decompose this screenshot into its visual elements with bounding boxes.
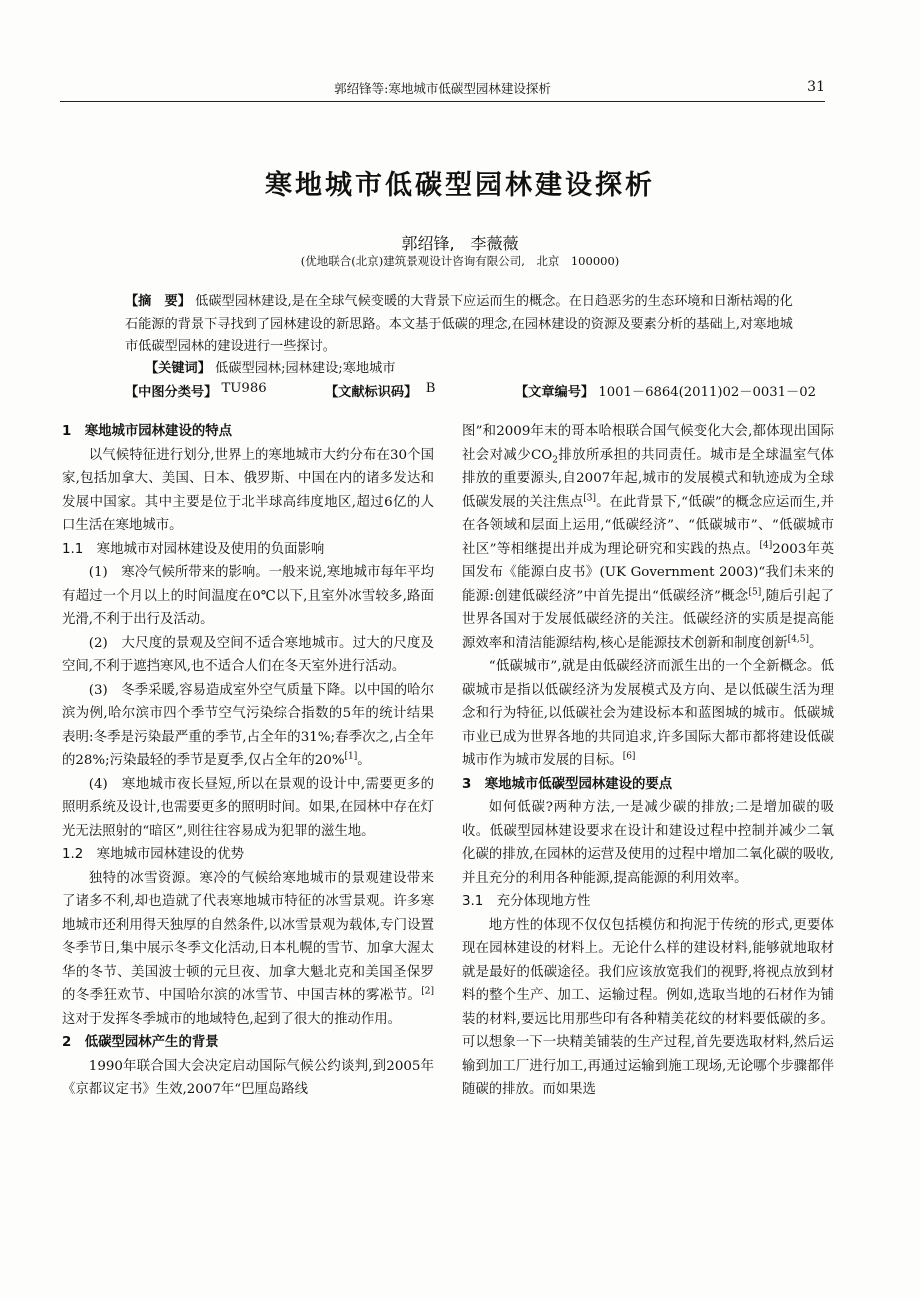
paragraph-text: 。	[357, 753, 371, 768]
paragraph-text: “低碳城市”,就是由低碳经济而派生出的一个全新概念。低碳城市是指以低碳经济为发展模式及方向、是以低碳生活为理念和行为特征,以低碳社会为建设标本和蓝图城的城市。低碳城市业已成为世界各地的共同追求,许多国际大都市都将建设低碳城市作为城市发展的目标。	[462, 659, 834, 768]
paragraph: (2) 大尺度的景观及空间不适合寒地城市。过大的尺度及空间,不利于遮挡寒风,也不适合人们在冬天室外进行活动。	[62, 635, 434, 674]
subscript: 2	[552, 455, 558, 466]
keywords-text: 低碳型园林;园林建设;寒地城市	[215, 361, 396, 376]
right-column	[462, 420, 834, 1102]
citation: [3]	[583, 493, 596, 504]
paragraph: (4) 寒地城市夜长昼短,所以在景观的设计中,需要更多的照明系统及设计,也需要更多的照明时间。如果,在园林中存在灯光无法照射的“暗区”,则往往容易成为犯罪的滋生地。	[62, 776, 434, 839]
paragraph: 1990年联合国大会决定启动国际气候公约谈判,到2005年《京都议定书》生效,2007年“巴厘岛路线	[62, 1058, 434, 1097]
paragraph: 地方性的体现不仅仅包括模仿和拘泥于传统的形式,更要体现在园林建设的材料上。无论什么样的建设材料,能够就地取材就是最好的低碳途径。我们应该放宽我们的视野,将视点放到材料的整个生产、加工、运输过程。例如,选取当地的石材作为铺装的材料,要远比用那些印有各种精美花纹的材料要低碳的多。可以想象一下一块精美铺装的生产过程,首先要选取材料,然后运输到加工厂进行加工,再通过运输到施工现场,无论哪个步骤都伴随碳的排放。而如果选	[462, 917, 834, 1097]
citation: [4]	[759, 540, 773, 551]
affiliation: (优地联合(北京)建筑景观设计咨询有限公司, 北京 100000)	[300, 254, 620, 268]
abstract-text: 低碳型园林建设,是在全球气候变暖的大背景下应运而生的概念。在日趋恶劣的生态环境和日渐枯竭的化石能源的背景下寻找到了园林建设的新思路。本文基于低碳的理念,在园林建设的资源及要素分析的基础上,对寒地城市低碳型园林的建设进行一些探讨。	[125, 294, 793, 354]
subsection-heading-1-2: 1.2 寒地城市园林建设的优势	[62, 847, 244, 862]
running-header	[60, 75, 825, 102]
keywords	[145, 357, 395, 376]
paragraph-text: 2003年英国发布《能源白皮书》(UK Government 2003)“我们未来的能源:创建低碳经济”中首先提出“低碳经济”概念	[462, 541, 834, 604]
doc-id-value: B	[425, 381, 436, 396]
citation: [1]	[344, 751, 358, 762]
citation: [4,5]	[787, 634, 809, 645]
citation: [6]	[622, 751, 636, 762]
citation: [5]	[748, 587, 762, 598]
article-no-value: 1001－6864(2011)02－0031－02	[598, 385, 816, 400]
paragraph	[62, 867, 434, 1032]
paragraph-text: 。在此背景下,“低碳”的概念应运而生,并在各领域和层面上运用,“低碳经济”、“低碳城市”、“低碳城市社区”等相继提出并成为理论研究和实践的热点。	[462, 494, 834, 557]
section-heading-2: 2 低碳型园林产生的背景	[62, 1035, 219, 1050]
clc-value: TU986	[221, 381, 267, 396]
paragraph-text: 这对于发挥冬季城市的地域特色,起到了很大的推动作用。	[62, 1011, 402, 1027]
subsection-heading-1-1: 1.1 寒地城市对园林建设及使用的负面影响	[62, 541, 325, 557]
paragraph	[462, 420, 834, 655]
section-heading-1: 1 寒地城市园林建设的特点	[62, 424, 233, 439]
paragraph	[62, 679, 434, 773]
paragraph-text: 。	[808, 635, 823, 651]
abstract	[125, 291, 793, 359]
running-title: 郭绍锋等:寒地城市低碳型园林建设探析	[334, 81, 551, 96]
paragraph-text: (3) 冬季采暖,容易造成室外空气质量下降。以中国的哈尔滨为例,哈尔滨市四个季节空气污染综合指数的5年的统计结果表明:冬季是污染最严重的季节,占全年的31%;春季次之,占全年的28%;污染最轻的季节是夏季,仅占全年的20%	[62, 682, 434, 768]
paragraph-text: 独特的冰雪资源。寒冷的气候给寒地城市的景观建设带来了诸多不利,却也造就了代表寒地城市特征的冰雪景观。许多寒地城市还利用得天独厚的自然条件,以冰雪景观为载体,专门设置冬季节日,集中展示冬季文化活动,日本札幌的雪节、加拿大渥太华的冬节、美国波士顿的元旦夜、加拿大魁北克和美国圣保罗的冬季狂欢节、中国哈尔滨的冰雪节、中国吉林的雾凇节。	[62, 870, 434, 1003]
authors: 郭绍锋, 李薇薇	[401, 234, 519, 253]
page-number: 31	[807, 79, 825, 95]
paragraph-text: ,随后引起了世界各国对于发展低碳经济的关注。低碳经济的实质是提高能源效率和清洁能源结构,核心是能源技术创新和制度创新	[462, 588, 834, 651]
left-column	[62, 420, 434, 1102]
paper-title: 寒地城市低碳型园林建设探析	[265, 170, 655, 201]
citation: [2]	[421, 986, 434, 997]
article-no-label: 【文章编号】	[515, 385, 595, 400]
paragraph-text: 排放所承担的共同责任。城市是全球温室气体排放的重要源头,自2007年起,城市的发展模式和轨迹成为全球低碳发展的关注焦点	[462, 447, 834, 510]
paragraph-text: 图”和2009年末的哥本哈根联合国气候变化大会,都体现出国际社会对减少CO	[462, 424, 834, 463]
paragraph	[462, 655, 834, 773]
paragraph: (1) 寒冷气候所带来的影响。一般来说,寒地城市每年平均有超过一个月以上的时间温度在0℃以下,且室外冰雪较多,路面光滑,不利于出行及活动。	[62, 565, 434, 627]
abstract-label: 【摘 要】	[125, 294, 191, 309]
paragraph: 如何低碳?两种方法,一是减少碳的排放;二是增加碳的吸收。低碳型园林建设要求在设计和建设过程中控制并减少二氧化碳的排放,在园林的运营及使用的过程中增加二氧化碳的吸收,并且充分的利用各种能源,提高能源的利用效率。	[462, 800, 834, 886]
subsection-heading-3-1: 3.1 充分体现地方性	[462, 894, 591, 909]
section-heading-3: 3 寒地城市低碳型园林建设的要点	[462, 776, 673, 792]
clc-label: 【中图分类号】	[125, 385, 218, 400]
paragraph: 以气候特征进行划分,世界上的寒地城市大约分布在30个国家,包括加拿大、美国、日本、俄罗斯、中国在内的诸多发达和发展中国家。其中主要是位于北半球高纬度地区,超过6亿的人口生活在寒地城市。	[62, 447, 434, 533]
doc-id-label: 【文献标识码】	[325, 385, 418, 400]
keywords-label: 【关键词】	[145, 361, 211, 376]
